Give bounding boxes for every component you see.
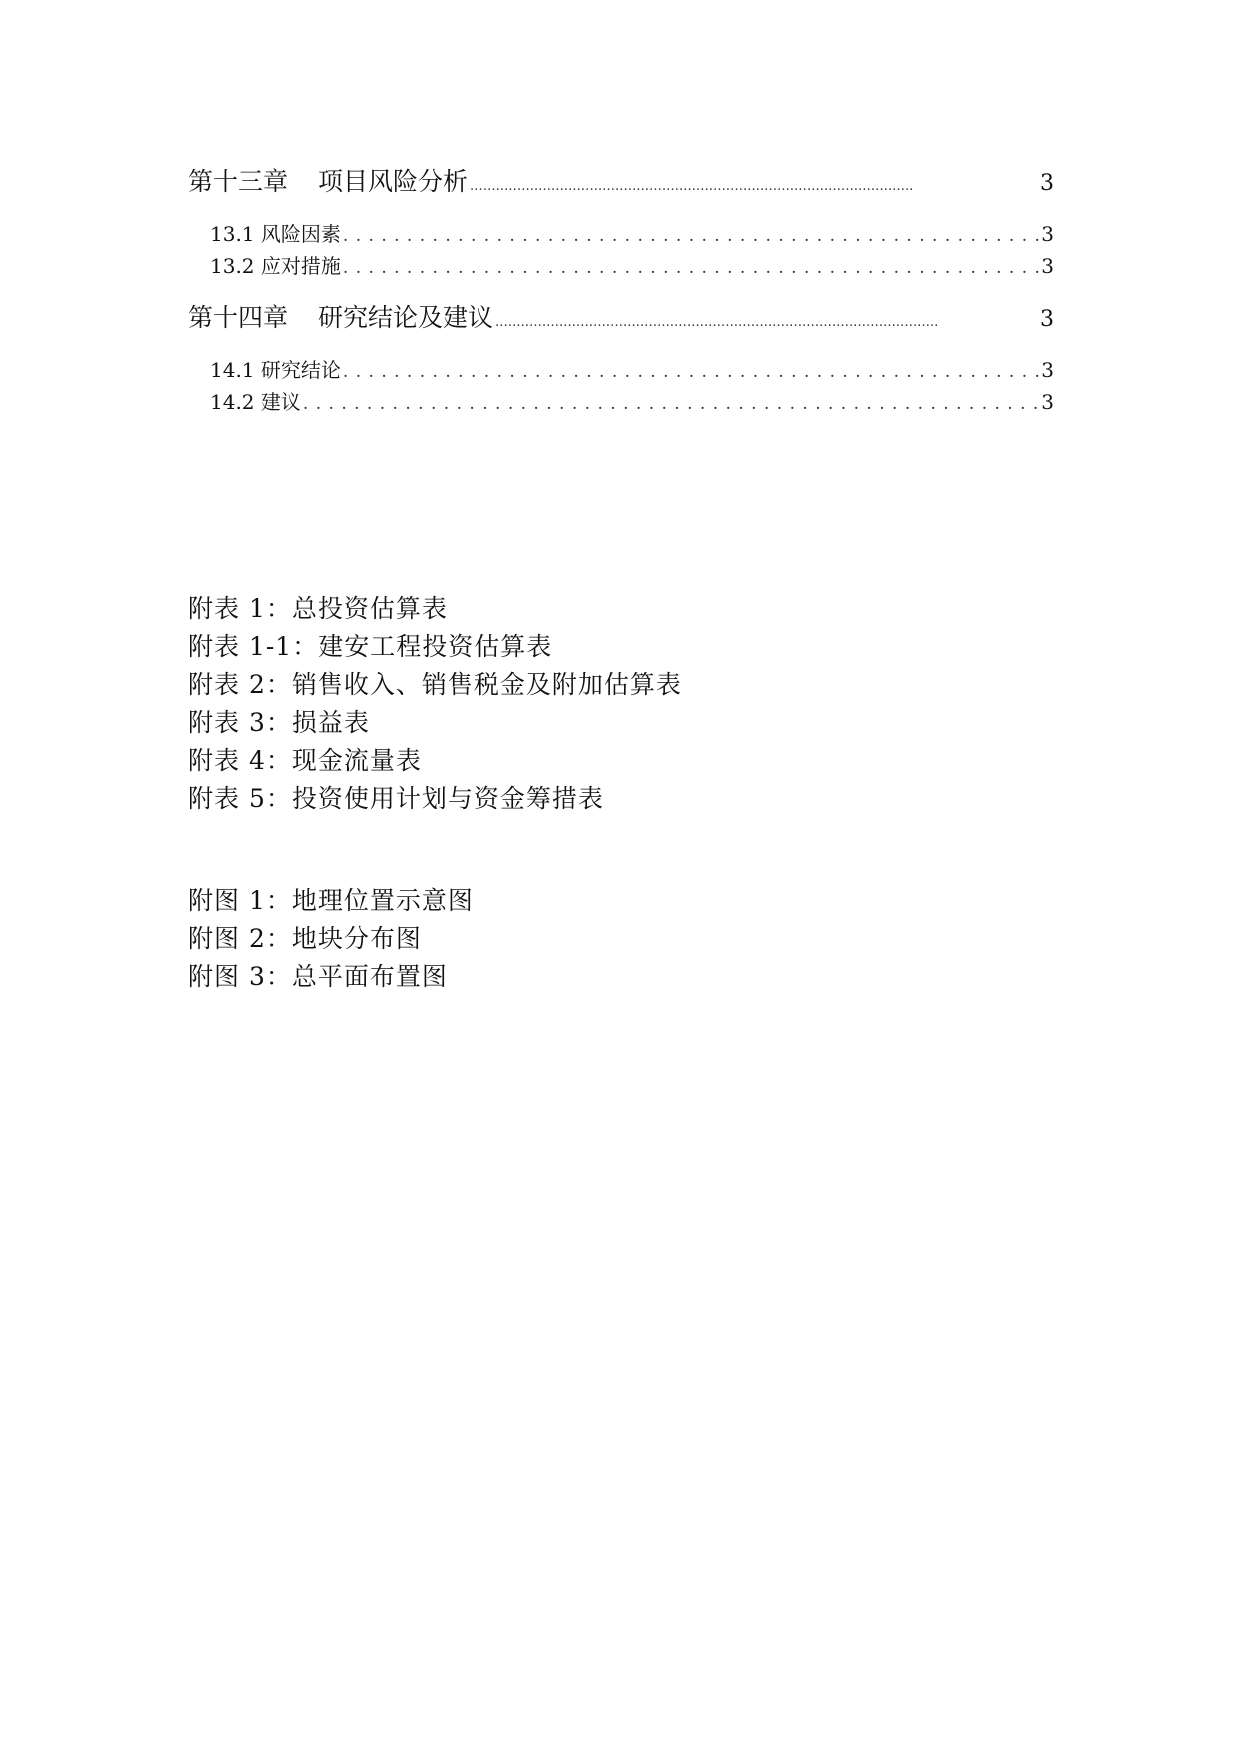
dot-leader (343, 356, 1039, 388)
dot-leader (470, 165, 1038, 209)
appendix-table-item: 附表 5：投资使用计划与资金筹措表 (188, 784, 604, 813)
page-number: 3 (1041, 358, 1054, 382)
appendix-figures-list (188, 882, 1054, 996)
appendix-table-item: 附表 1-1：建安工程投资估算表 (188, 632, 553, 661)
page-number: 3 (1040, 307, 1054, 332)
page-number: 3 (1041, 390, 1054, 414)
section-label: 14.1 研究结论 (210, 358, 341, 382)
page-number: 3 (1041, 254, 1054, 278)
chapter-title: 项目风险分析 (318, 167, 469, 196)
dot-leader (343, 252, 1039, 284)
appendix-figure-item: 附图 3：总平面布置图 (188, 962, 448, 991)
toc-chapter-13[interactable] (188, 160, 1054, 204)
toc-chapter-14[interactable] (188, 296, 1054, 340)
dot-leader (343, 220, 1039, 252)
toc-section-13-2[interactable] (188, 250, 1054, 282)
appendix-figure-item: 附图 2：地块分布图 (188, 924, 422, 953)
toc-section-13-1[interactable] (188, 218, 1054, 250)
dot-leader (303, 388, 1039, 420)
section-label: 13.2 应对措施 (210, 254, 341, 278)
section-label: 14.2 建议 (210, 390, 301, 414)
page-number: 3 (1041, 222, 1054, 246)
chapter-title: 研究结论及建议 (318, 303, 494, 332)
toc-section-14-2[interactable] (188, 386, 1054, 418)
appendix-table-item: 附表 4：现金流量表 (188, 746, 422, 775)
page-number: 3 (1040, 171, 1054, 196)
appendix-figure-item: 附图 1：地理位置示意图 (188, 886, 474, 915)
toc-section-14-1[interactable] (188, 354, 1054, 386)
appendix-table-item: 附表 2：销售收入、销售税金及附加估算表 (188, 670, 682, 699)
chapter-number: 第十四章 (188, 303, 289, 332)
chapter-number: 第十三章 (188, 167, 289, 196)
section-label: 13.1 风险因素 (210, 222, 341, 246)
table-of-contents (188, 160, 1054, 418)
appendix-tables-list (188, 590, 1054, 818)
dot-leader (495, 301, 1038, 345)
appendix-table-item: 附表 1：总投资估算表 (188, 594, 448, 623)
appendix-table-item: 附表 3：损益表 (188, 708, 370, 737)
